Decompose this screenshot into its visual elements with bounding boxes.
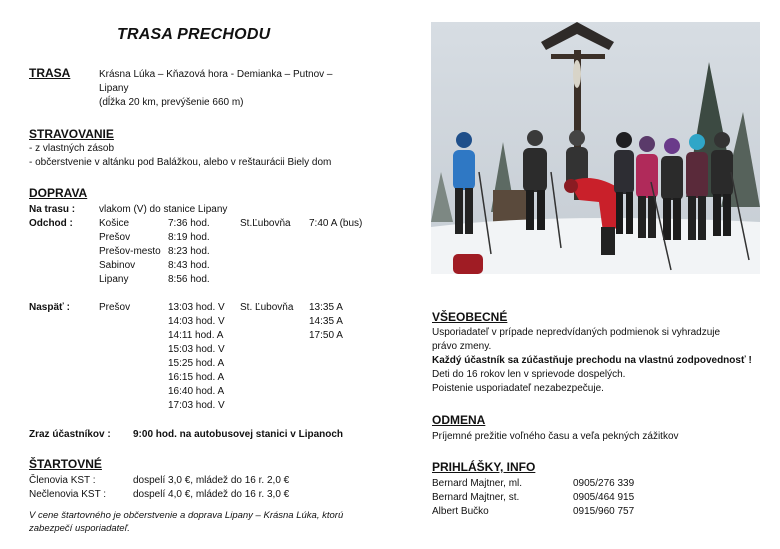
- naspat-place: Prešov: [99, 302, 131, 313]
- doprava-heading: DOPRAVA: [29, 186, 88, 200]
- odmena-heading: ODMENA: [432, 413, 486, 427]
- naspat-time: 15:25 hod. A: [168, 358, 225, 369]
- odchod-alt-time: 7:40 A (bus): [309, 218, 363, 229]
- prihlasky-heading: PRIHLÁŠKY, INFO: [432, 460, 536, 474]
- odchod-place: Sabinov: [99, 260, 136, 271]
- odchod-alt-place: St.Ľubovňa: [240, 218, 291, 229]
- odchod-place: Prešov: [99, 232, 131, 243]
- odchod-time: 7:36 hod.: [168, 218, 210, 229]
- odchod-time: 8:56 hod.: [168, 274, 210, 285]
- odchod-label: Odchod :: [29, 218, 73, 229]
- vseobecne-line-1: Usporiadateľ v prípade nepredvídaných podmienok si vyhradzuje: [432, 327, 721, 338]
- odchod-time: 8:19 hod.: [168, 232, 210, 243]
- contact-phone: 0905/276 339: [573, 478, 635, 489]
- naspat-time: 17:03 hod. V: [168, 400, 225, 411]
- odchod-time: 8:23 hod.: [168, 246, 210, 257]
- zraz-label: Zraz účastníkov :: [29, 429, 111, 440]
- naspat-time: 14:11 hod. A: [168, 330, 224, 341]
- naspat-time: 14:03 hod. V: [168, 316, 225, 327]
- naspat-alt-time: 13:35 A: [309, 302, 343, 313]
- vseobecne-line-5: Poistenie usporiadateľ nezabezpečuje.: [432, 383, 604, 394]
- odchod-time: 8:43 hod.: [168, 260, 210, 271]
- odchod-place: Lipany: [99, 274, 129, 285]
- odmena-line-1: Príjemné prežitie voľného času a veľa pekných zážitkov: [432, 431, 679, 442]
- odchod-place: Prešov-mesto: [99, 246, 161, 257]
- page-title: TRASA PRECHODU: [117, 26, 271, 43]
- naspat-time: 15:03 hod. V: [168, 344, 225, 355]
- stravovanie-heading: STRAVOVANIE: [29, 127, 114, 141]
- zraz-value: 9:00 hod. na autobusovej stanici v Lipanoch: [133, 429, 344, 440]
- naspat-time: 13:03 hod. V: [168, 302, 225, 313]
- trasa-line-2: Lipany: [99, 83, 129, 94]
- vseobecne-line-2: právo zmeny.: [432, 341, 492, 352]
- naspat-alt-place: St. Ľubovňa: [240, 302, 294, 313]
- odchod-place: Košice: [99, 218, 130, 229]
- startovne-heading: ŠTARTOVNÉ: [29, 457, 102, 471]
- trasa-line-1: Krásna Lúka – Kňazová hora - Demianka – Putnov –: [99, 69, 333, 80]
- contact-name: Albert Bučko: [432, 506, 489, 517]
- naspat-time: 16:40 hod. A: [168, 386, 225, 397]
- startovne-note-1: V cene štartovného je občerstvenie a doprava Lipany – Krásna Lúka, ktorú: [29, 510, 344, 521]
- vseobecne-line-3: Každý účastník sa zúčastňuje prechodu na vlastnú zodpovednosť !: [432, 355, 752, 366]
- naspat-label: Naspäť :: [29, 302, 70, 313]
- startovne-label: Členovia KST :: [29, 475, 96, 486]
- startovne-label: Nečlenovia KST :: [29, 489, 107, 500]
- contact-name: Bernard Majtner, ml.: [432, 478, 523, 489]
- vseobecne-line-4: Deti do 16 rokov len v sprievode dospelých.: [432, 369, 626, 380]
- trasa-line-3: (dĺžka 20 km, prevýšenie 660 m): [99, 97, 244, 108]
- stravovanie-item-2: - občerstvenie v altánku pod Balážkou, alebo v reštaurácii Biely dom: [29, 157, 332, 168]
- vseobecne-heading: VŠEOBECNÉ: [432, 310, 508, 324]
- contact-phone: 0915/960 757: [573, 506, 635, 517]
- startovne-value: dospelí 3,0 €, mládež do 16 r. 2,0 €: [133, 475, 290, 486]
- na-trasu-value: vlakom (V) do stanice Lipany: [99, 204, 228, 215]
- stravovanie-item-1: - z vlastných zásob: [29, 143, 115, 154]
- naspat-time: 16:15 hod. A: [168, 372, 225, 383]
- na-trasu-label: Na trasu :: [29, 204, 76, 215]
- contact-phone: 0905/464 915: [573, 492, 635, 503]
- startovne-value: dospelí 4,0 €, mládež do 16 r. 3,0 €: [133, 489, 290, 500]
- contact-name: Bernard Majtner, st.: [432, 492, 520, 503]
- startovne-note-2: zabezpečí usporiadateľ.: [29, 523, 130, 534]
- naspat-alt-time: 14:35 A: [309, 316, 343, 327]
- naspat-alt-time: 17:50 A: [309, 330, 343, 341]
- trasa-heading: TRASA: [29, 66, 71, 80]
- group-photo-winter-cross: [431, 22, 760, 274]
